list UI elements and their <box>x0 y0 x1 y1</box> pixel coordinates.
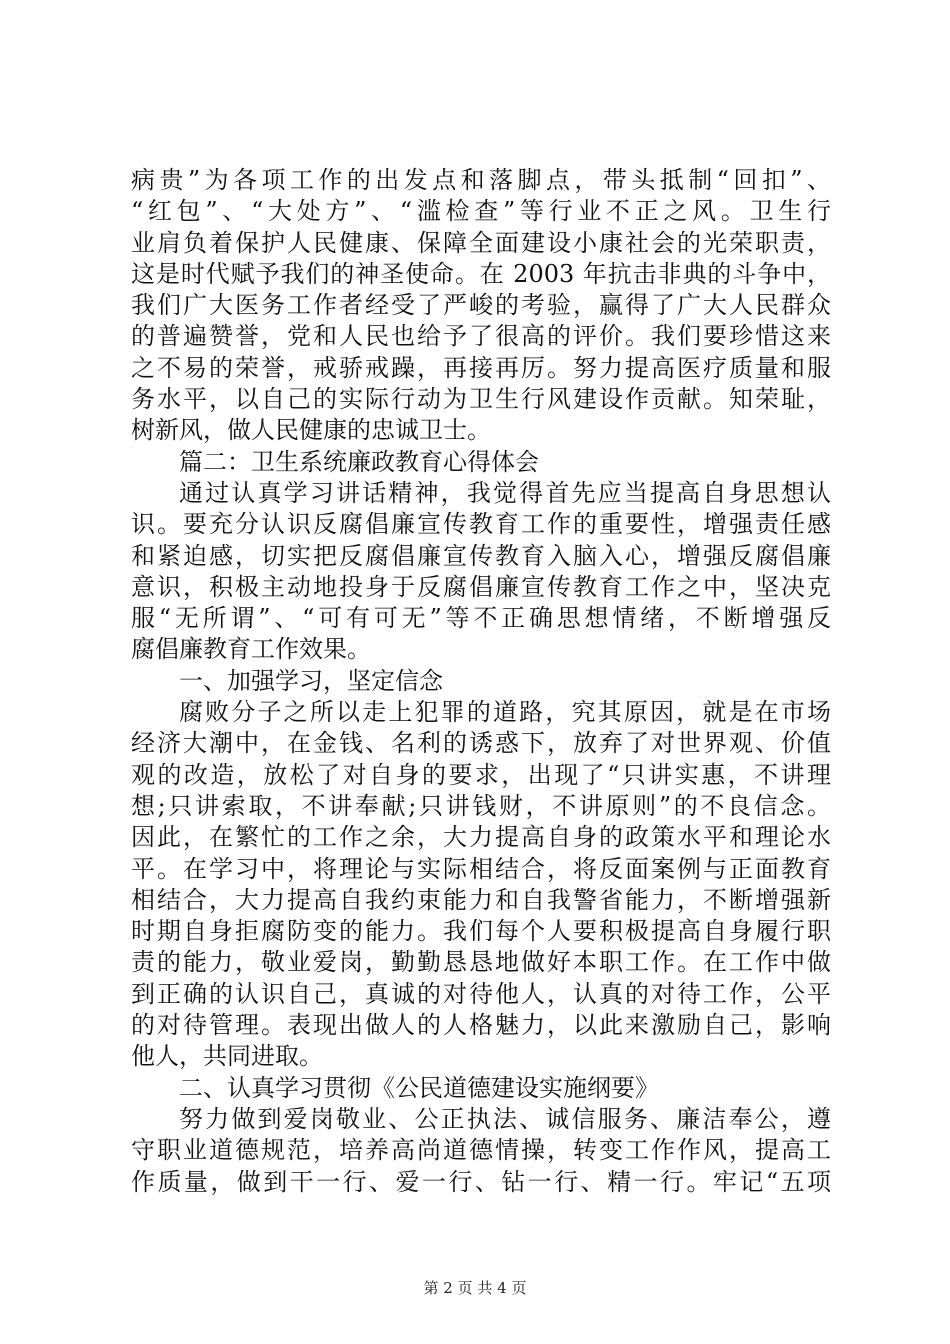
text-line: 观的改造，放松了对自身的要求，出现了“只讲实惠，不讲理 <box>131 760 831 789</box>
paragraph-first-line: 腐败分子之所以走上犯罪的道路，究其原因，就是在市场 <box>179 698 831 727</box>
text-line: 作质量，做到干一行、爱一行、钻一行、精一行。牢记“五项 <box>131 1167 831 1196</box>
text-line: 经济大潮中，在金钱、名利的诱惑下，放弃了对世界观、价值 <box>131 729 831 758</box>
text-line: “红包”、“大处方”、“滥检查”等行业不正之风。卫生行 <box>131 197 831 226</box>
text-line: 的普遍赞誉，党和人民也给予了很高的评价。我们要珍惜这来 <box>131 322 831 351</box>
text-line: 树新风，做人民健康的忠诚卫士。 <box>131 416 491 445</box>
text-line: 业肩负着保护人民健康、保障全面建设小康社会的光荣职责， <box>131 228 831 257</box>
text-line: 病贵”为各项工作的出发点和落脚点，带头抵制“回扣”、 <box>131 166 831 194</box>
text-line: 识。要充分认识反腐倡廉宣传教育工作的重要性，增强责任感 <box>131 510 831 539</box>
text-line: 务水平，以自己的实际行动为卫生行风建设作贡献。知荣耻， <box>131 385 831 414</box>
text-line: 相结合，大力提高自我约束能力和自我警省能力，不断增强新 <box>131 885 831 914</box>
text-line: 想;只讲索取，不讲奉献;只讲钱财，不讲原则”的不良信念。 <box>131 791 831 820</box>
paragraph-first-line: 努力做到爱岗敬业、公正执法、诚信服务、廉洁奉公，遵 <box>179 1104 831 1133</box>
text-line: 的对待管理。表现出做人的人格魅力，以此来激励自己，影响 <box>131 1011 831 1040</box>
body-text <box>131 165 831 1198</box>
paragraph-first-line: 二、认真学习贯彻《公民道德建设实施纲要》 <box>179 1073 659 1102</box>
text-line: 腐倡廉教育工作效果。 <box>131 635 371 664</box>
text-line: 他人，共同进取。 <box>131 1042 323 1071</box>
text-line: 平。在学习中，将理论与实际相结合，将反面案例与正面教育 <box>131 854 831 883</box>
paragraph-first-line: 通过认真学习讲话精神，我觉得首先应当提高自身思想认 <box>179 478 831 507</box>
text-line: 到正确的认识自己，真诚的对待他人，认真的对待工作，公平 <box>131 979 831 1008</box>
text-line: 和紧迫感，切实把反腐倡廉宣传教育入脑入心，增强反腐倡廉 <box>131 541 831 570</box>
text-line: 服“无所谓”、“可有可无”等不正确思想情绪，不断增强反 <box>131 604 831 633</box>
page-number-footer: 第 2 页 共 4 页 <box>423 1279 527 1297</box>
text-line: 意识，积极主动地投身于反腐倡廉宣传教育工作之中，坚决克 <box>131 572 831 601</box>
text-line: 我们广大医务工作者经受了严峻的考验，赢得了广大人民群众 <box>131 291 831 320</box>
text-line: 这是时代赋予我们的神圣使命。在 2003 年抗击非典的斗争中， <box>131 259 831 288</box>
paragraph-first-line: 一、加强学习，坚定信念 <box>179 666 443 695</box>
text-line: 之不易的荣誉，戒骄戒躁，再接再厉。努力提高医疗质量和服 <box>131 353 831 382</box>
text-line: 因此，在繁忙的工作之余，大力提高自身的政策水平和理论水 <box>131 823 831 852</box>
text-line: 时期自身拒腐防变的能力。我们每个人要积极提高自身履行职 <box>131 917 831 946</box>
text-line: 责的能力，敬业爱岗，勤勤恳恳地做好本职工作。在工作中做 <box>131 948 831 977</box>
text-line: 守职业道德规范，培养高尚道德情操，转变工作作风，提高工 <box>131 1136 831 1165</box>
paragraph-first-line: 篇二：卫生系统廉政教育心得体会 <box>179 447 539 476</box>
